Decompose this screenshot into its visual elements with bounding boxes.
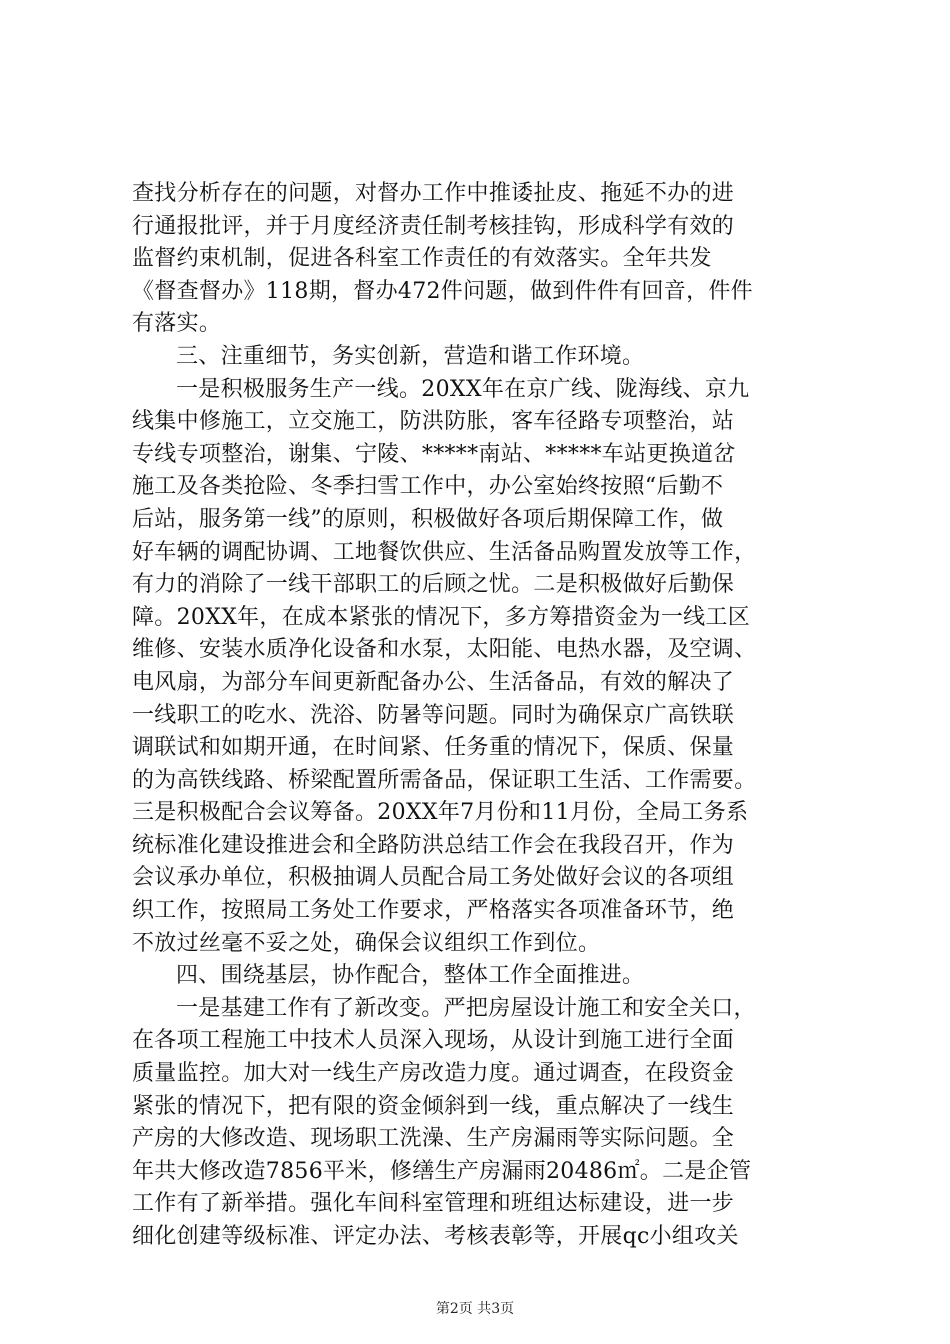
text-line: 细化创建等级标准、评定办法、考核表彰等，开展qc小组攻关 [132, 1224, 739, 1249]
text-line: 统标准化建设推进会和全路防洪总结工作会在我段召开，作为 [132, 832, 735, 858]
text-line: 好车辆的调配协调、工地餐饮供应、生活备品购置发放等工作， [132, 539, 757, 565]
text-line: 会议承办单位，积极抽调人员配合局工务处做好会议的各项组 [132, 865, 735, 891]
text-line: 紧张的情况下，把有限的资金倾斜到一线，重点解决了一线生 [132, 1093, 735, 1119]
text-line: 三、注重细节，务实创新，营造和谐工作环境。 [176, 343, 645, 369]
text-line: 后站，服务第一线”的原则，积极做好各项后期保障工作，做 [132, 506, 724, 532]
text-line: 织工作，按照局工务处工作要求，严格落实各项准备环节，绝 [132, 898, 735, 924]
text-line: 年共大修改造7856平米，修缮生产房漏雨20486㎡。二是企管 [132, 1158, 752, 1184]
text-line: 专线专项整治，谢集、宁陵、*****南站、*****车站更换道岔 [132, 441, 736, 467]
text-line: 不放过丝毫不妥之处，确保会议组织工作到位。 [132, 930, 601, 956]
text-line: 工作有了新举措。强化车间科室管理和班组达标建设，进一步 [132, 1191, 735, 1217]
text-line: 维修、安装水质净化设备和水泵，太阳能、电热水器，及空调、 [132, 637, 757, 663]
text-line: 行通报批评，并于月度经济责任制考核挂钩，形成科学有效的 [132, 213, 735, 239]
text-line: 障。20XX年，在成本紧张的情况下，多方筹措资金为一线工区 [132, 604, 751, 630]
text-line: 四、围绕基层，协作配合，整体工作全面推进。 [176, 963, 645, 989]
text-line: 施工及各类抢险、冬季扫雪工作中，办公室始终按照“后勤不 [132, 474, 724, 500]
text-line: 一线职工的吃水、洗浴、防暑等问题。同时为确保京广高铁联 [132, 702, 735, 728]
text-line: 质量监控。加大对一线生产房改造力度。通过调查，在段资金 [132, 1061, 735, 1087]
text-line: 一是积极服务生产一线。20XX年在京广线、陇海线、京九 [176, 376, 750, 402]
text-line: 一是基建工作有了新改变。严把房屋设计施工和安全关口， [176, 995, 756, 1021]
text-line: 查找分析存在的问题，对督办工作中推诿扯皮、拖延不办的进 [132, 181, 735, 206]
text-line: 的为高铁线路、桥梁配置所需备品，保证职工生活、工作需要。 [132, 767, 757, 793]
text-line: 调联试和如期开通，在时间紧、任务重的情况下，保质、保量 [132, 735, 735, 761]
text-line: 产房的大修改造、现场职工洗澡、生产房漏雨等实际问题。全 [132, 1126, 735, 1152]
text-line: 线集中修施工，立交施工，防洪防胀，客车径路专项整治，站 [132, 409, 735, 435]
text-line: 有力的消除了一线干部职工的后顾之忧。二是积极做好后勤保 [132, 572, 735, 598]
text-line: 《督查督办》118期，督办472件问题，做到件件有回音，件件 [132, 278, 753, 304]
document-body [132, 178, 832, 1254]
text-line: 在各项工程施工中技术人员深入现场，从设计到施工进行全面 [132, 1028, 735, 1054]
text-line: 监督约束机制，促进各科室工作责任的有效落实。全年共发 [132, 246, 712, 272]
text-line: 有落实。 [132, 311, 222, 337]
text-line: 三是积极配合会议筹备。20XX年7月份和11月份，全局工务系 [132, 800, 749, 826]
page-footer: 第2页 共3页 [435, 1301, 515, 1317]
text-line: 电风扇，为部分车间更新配备办公、生活备品，有效的解决了 [132, 669, 735, 695]
